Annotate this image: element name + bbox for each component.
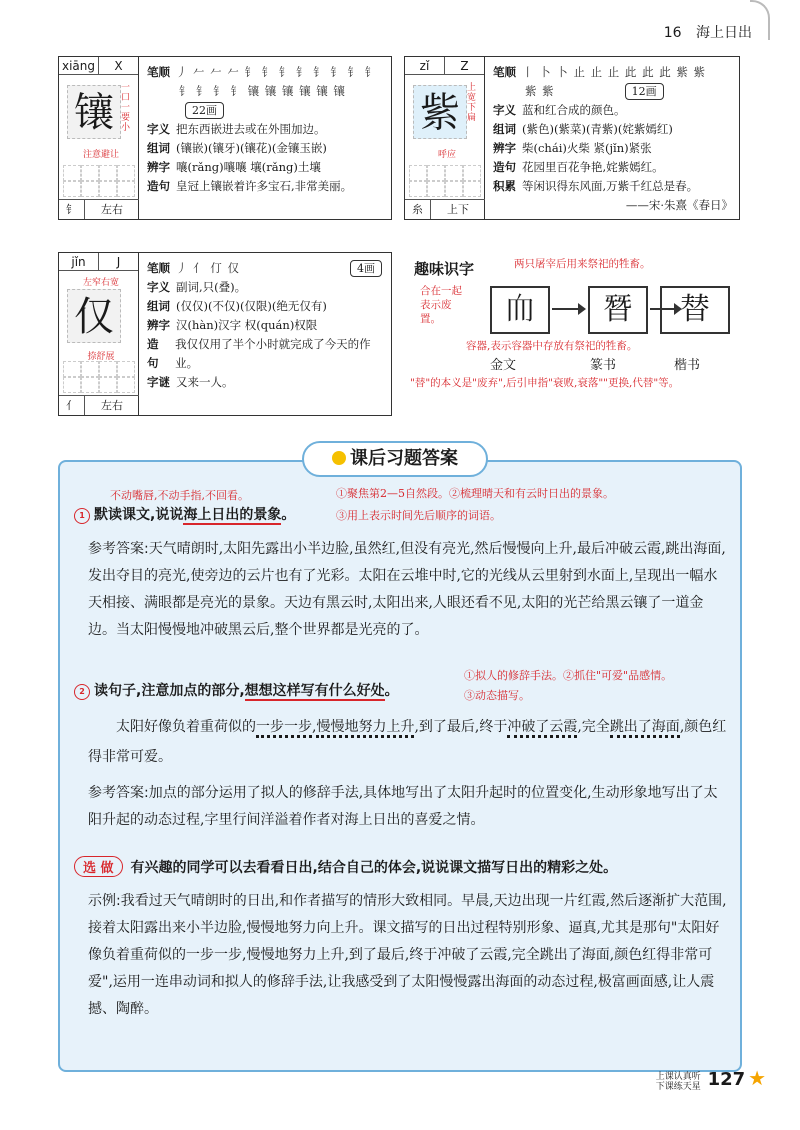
- q2-annotation-1: ①拟人的修辞手法。②抓住"可爱"品感情。: [464, 669, 673, 682]
- big-character: 镶: [67, 85, 121, 139]
- words: (紫色)(紫菜)(青紫)(姹紫嫣红): [522, 122, 673, 136]
- sentence-part: ,: [312, 719, 317, 735]
- glyph-regular: 替: [660, 286, 730, 334]
- q1-underlined: 海上日出的景象: [183, 507, 282, 523]
- q2-underlined: 想想这样写有什么好处: [244, 683, 385, 699]
- pinyin: jǐn: [59, 253, 99, 270]
- stroke-count: 12画: [625, 83, 664, 100]
- lesson-title: 海上日出: [696, 25, 752, 41]
- label-meaning: 字义: [493, 103, 516, 117]
- answers-title-badge: [302, 441, 488, 477]
- note-left: 合在一起表示废置。: [420, 285, 462, 325]
- radical: 钅: [59, 200, 85, 219]
- q2-text: 读句子,注意加点的部分,: [94, 683, 245, 699]
- lightbulb-icon: [332, 451, 346, 465]
- structure: 上下: [447, 203, 469, 216]
- sentence-part: ,完全: [577, 719, 610, 735]
- label-riddle: 字谜: [147, 375, 170, 389]
- page-footer: [656, 1066, 766, 1093]
- page-number: 127: [707, 1068, 746, 1090]
- question-optional: [74, 856, 617, 877]
- optional-badge: 选 做: [74, 856, 123, 877]
- q1-answer: [88, 536, 728, 644]
- note-top: 两只屠宰后用来祭祀的牲畜。: [514, 258, 651, 270]
- stroke-order: 丨 卜 卜 止 止 止 此 此 此 紫 紫: [522, 65, 707, 79]
- char-card-left: [405, 57, 485, 219]
- accumulate: 等闲识得东风面,万紫千红总是春。: [522, 179, 699, 193]
- big-character: 仅: [67, 289, 121, 343]
- answer-text: 加点的部分运用了拟人的修辞手法,具体地写出了太阳升起时的位置变化,生动形象地写出了太阳升起的动态过程,字里行间洋溢着作者对海上日出的喜爱之情。: [88, 785, 718, 828]
- label-strokes: 笔顺: [147, 261, 170, 275]
- q1-annotation-1: ①聚焦第2—5自然段。②梳理晴天和有云时日出的景象。: [336, 487, 614, 500]
- structure: 左右: [101, 203, 123, 216]
- sentence-part: ,到了最后,终于: [414, 719, 508, 735]
- meaning: 副词,只(叠)。: [176, 280, 247, 294]
- writing-tip: 左窄右宽: [82, 278, 119, 288]
- writing-tip: 上宽下扁: [467, 83, 477, 123]
- meaning: 把东西嵌进去或在外围加边。: [176, 122, 326, 136]
- practice-grid: [63, 361, 135, 393]
- question-2: [74, 680, 399, 700]
- sentence: 皇冠上镶嵌着许多宝石,非常美丽。: [176, 179, 353, 193]
- question-badge: 1: [74, 508, 90, 524]
- stroke-order-cont: 钅 钅 钅 钅 镶 镶 镶 镶 镶 镶: [179, 84, 346, 98]
- riddle: 又来一人。: [176, 375, 234, 389]
- radical: 亻: [59, 396, 85, 415]
- answers-title: 课后习题答案: [350, 448, 458, 469]
- fun-explain: "替"的本义是"废弃",后引申指"衰败,衰落""更换,代替"等。: [410, 377, 680, 389]
- fun-title: 趣味识字: [414, 260, 475, 278]
- stroke-count: 22画: [185, 102, 224, 119]
- lesson-number: 16: [663, 25, 682, 41]
- q1-annotation-top: 不动嘴唇,不动手指,不回看。: [110, 489, 249, 502]
- star-icon: ★: [748, 1065, 766, 1090]
- script-seal: 篆书: [590, 358, 617, 373]
- script-bronze: 金文: [490, 358, 517, 373]
- note-bottom: 容器,表示容器中存放有祭祀的牲畜。: [466, 340, 638, 352]
- distinguish: 柴(chái)火柴 紧(jǐn)紧张: [522, 141, 652, 155]
- q2-annotation-2: ③动态描写。: [464, 689, 530, 702]
- initial: Z: [460, 59, 469, 73]
- footer-line2: 下课练天星: [655, 1082, 701, 1092]
- footer-line1: 上课认真听: [655, 1072, 701, 1082]
- label-sentence: 造句: [147, 337, 159, 370]
- initial: J: [116, 255, 121, 269]
- answer-label: 参考答案:: [88, 541, 149, 557]
- distinguish: 汉(hàn)汉字 权(quán)权限: [176, 318, 318, 332]
- writing-tip-bottom: 呼应: [437, 150, 456, 160]
- meaning: 蓝和红合成的颜色。: [522, 103, 626, 117]
- q1-text: 默读课文,说说: [94, 507, 184, 523]
- words: (镶嵌)(镶牙)(镶花)(金镶玉嵌): [176, 141, 327, 155]
- sentence-dotted: 慢慢地努力上升: [316, 719, 414, 738]
- label-accumulate: 积累: [493, 179, 516, 193]
- q3-answer: [88, 888, 728, 1023]
- words: (仅仅)(不仅)(仅限)(绝无仅有): [176, 299, 327, 313]
- pinyin: xiāng: [59, 57, 99, 74]
- answer-text: 天气晴朗时,太阳先露出小半边脸,虽然红,但没有亮光,然后慢慢向上升,最后冲破云霞,跳出海面,发出夺目的亮光,使旁边的云片也有了光彩。太阳在云堆中时,它的光线从云里射到水面上,呈现出一幅水天相接、满眼都是亮光的景象。天边有黑云时,太阳出来,人眼还看不见,太阳的光芒给黑云镶了一道金边。当太阳慢慢地冲破黑云后,整个世界都是光亮的了。: [88, 541, 726, 638]
- sentence-part: ,颜色红得非常可爱。: [88, 719, 727, 765]
- script-regular: 楷书: [674, 358, 701, 373]
- stroke-order-cont: 紫 紫: [525, 84, 555, 98]
- char-card-details: [493, 63, 733, 215]
- sentence-dotted: 一步一步: [256, 719, 312, 738]
- char-card-zi: [404, 56, 740, 220]
- big-character: 紫: [413, 85, 467, 139]
- sentence-part: 太阳好像负着重荷似的: [116, 719, 256, 735]
- stroke-order: 丿 亻 仃 仅: [176, 261, 240, 275]
- label-sentence: 造句: [493, 160, 516, 174]
- structure: 左右: [101, 399, 123, 412]
- q3-text: 有兴趣的同学可以去看看日出,结合自己的体会,说说课文描写日出的精彩之处。: [130, 860, 618, 876]
- char-card-jin: [58, 252, 392, 416]
- answer-label: 参考答案:: [88, 785, 149, 801]
- glyph-seal: 朁: [588, 286, 648, 334]
- q2-end: 。: [384, 683, 399, 699]
- page-corner-decoration: [750, 0, 770, 40]
- sentence-dotted: 冲破了云霞: [507, 719, 577, 738]
- sentence: 我仅仅用了半个小时就完成了今天的作业。: [175, 337, 371, 370]
- char-card-details: [147, 63, 385, 196]
- label-words: 组词: [493, 122, 516, 136]
- label-words: 组词: [147, 141, 170, 155]
- q2-sentence: [88, 712, 728, 772]
- answer-text: 我看过天气晴朗时的日出,和作者描写的情形大致相同。早晨,天边出现一片红霞,然后逐渐扩大范围,接着太阳露出来小半边脸,慢慢地努力向上升。课文描写的日出过程特别形象、逼真,尤其是那句"太阳好像负着重荷似的一步一步,慢慢地努力上升,到了最后,终于冲破了云霞,完全跳出了海面,颜色红得非常可爱",运用一连串动词和拟人的修辞手法,让我感受到了太阳慢慢露出海面的动态过程,极富画面感,让人震撼、陶醉。: [88, 893, 727, 1017]
- poem-source: ——宋·朱熹《春日》: [625, 198, 733, 212]
- glyph-bronze: 𦓐: [490, 286, 550, 334]
- answer-label: 示例:: [88, 893, 121, 909]
- radical: 糸: [405, 200, 431, 219]
- page-header: [664, 22, 752, 42]
- practice-grid: [409, 165, 481, 197]
- initial: X: [114, 59, 123, 73]
- q1-end: 。: [281, 507, 296, 523]
- stroke-order: 丿 𠂉 𠂉 𠂉 钅 钅 钅 钅 钅 钅 钅 钅: [176, 65, 378, 79]
- label-distinguish: 辨字: [493, 141, 516, 155]
- char-card-details: [147, 259, 385, 392]
- label-meaning: 字义: [147, 280, 170, 294]
- question-1: [74, 504, 295, 524]
- distinguish: 嚷(rǎng)嚷嚷 壤(rǎng)土壤: [176, 160, 321, 174]
- char-card-xiang: [58, 56, 392, 220]
- label-distinguish: 辨字: [147, 318, 170, 332]
- pinyin: zǐ: [405, 57, 445, 74]
- answers-panel: [58, 460, 742, 1072]
- label-distinguish: 辨字: [147, 160, 170, 174]
- label-strokes: 笔顺: [147, 65, 170, 79]
- question-badge: 2: [74, 684, 90, 700]
- fun-character-section: [410, 252, 740, 412]
- q2-answer: [88, 780, 728, 834]
- sentence: 花园里百花争艳,姹紫嫣红。: [522, 160, 664, 174]
- writing-tip-bottom: 注意避让: [82, 150, 119, 160]
- stroke-count: 4画: [350, 260, 382, 277]
- label-strokes: 笔顺: [493, 65, 516, 79]
- q1-annotation-2: ③用上表示时间先后顺序的词语。: [336, 509, 501, 522]
- writing-tip: 一口一要小: [121, 83, 131, 133]
- char-card-left: [59, 57, 139, 219]
- char-card-left: [59, 253, 139, 415]
- sentence-dotted: 跳出了海面: [610, 719, 680, 738]
- arrow: [552, 308, 584, 310]
- practice-grid: [63, 165, 135, 197]
- label-words: 组词: [147, 299, 170, 313]
- label-meaning: 字义: [147, 122, 170, 136]
- writing-tip-bottom: 捺舒展: [87, 352, 115, 362]
- label-sentence: 造句: [147, 179, 170, 193]
